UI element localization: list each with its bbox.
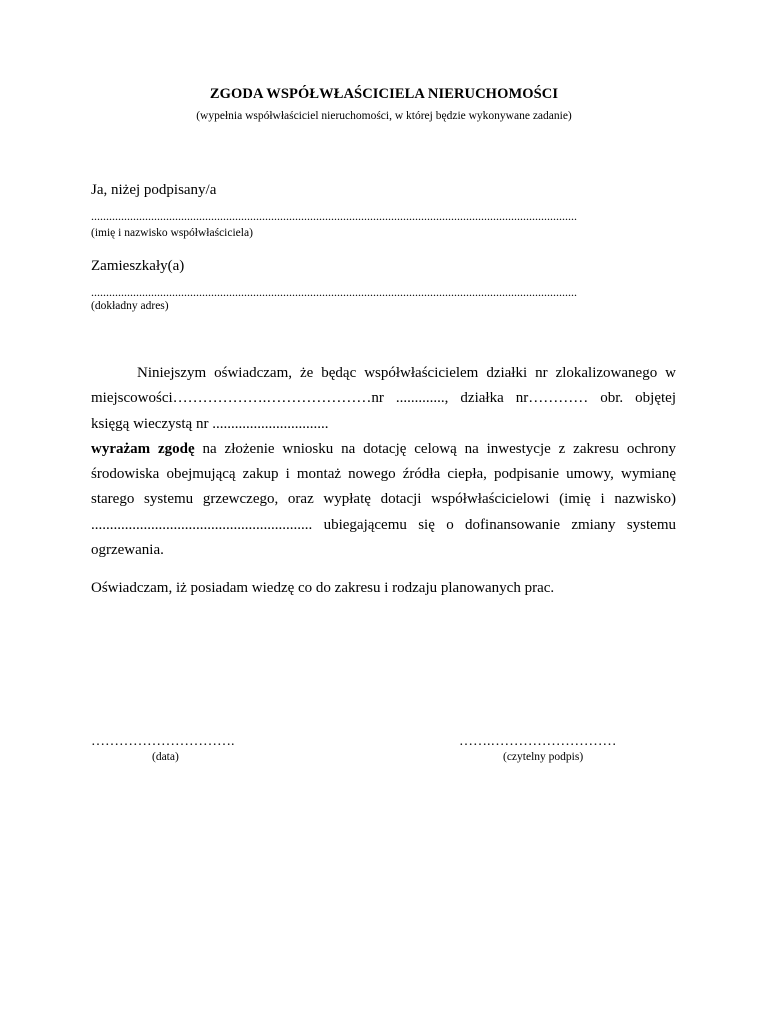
signature-dotted-line: …….………………………: [459, 734, 617, 749]
name-caption: (imię i nazwisko współwłaściciela): [91, 227, 253, 239]
document-subtitle: (wypełnia współwłaściciel nieruchomości, w której będzie wykonywane zadanie): [196, 110, 572, 122]
declaration-intro: Niniejszym oświadczam, że będąc współwłaścicielem działki nr zlokalizowanego w miejscowości……………….…………………nr ............., działka nr………… obr. objętej księgą wieczystą nr ...............................: [91, 365, 676, 432]
address-caption: (dokładny adres): [91, 300, 169, 312]
declaration-paragraph: [91, 361, 676, 563]
signature-caption: (czytelny podpis): [503, 751, 584, 763]
date-dotted-line: ………………………….: [91, 734, 235, 749]
document-title: ZGODA WSPÓŁWŁAŚCICIELA NIERUCHOMOŚCI: [209, 86, 559, 102]
address-label: Zamieszkały(a): [91, 258, 185, 274]
name-dotted-line: ..................................................................................................................................................................: [91, 209, 577, 223]
declaration-consent: [91, 437, 676, 563]
consent-bold-text: wyrażam zgodę: [91, 440, 195, 457]
consent-rest-text: na złożenie wniosku na dotację celową na inwestycje z zakresu ochrony środowiska obejmującą zakup i montaż nowego źródła ciepła, podpisanie umowy, wymianę starego systemu grzewczego, oraz wypłatę dotacji współwłaścicielowi (imię i nazwisko) ........................................................... ubiegającemu się o dofinansowanie zmiany systemu ogrzewania.: [91, 440, 676, 559]
address-dotted-line: ..................................................................................................................................................................: [91, 285, 577, 299]
date-caption: (data): [152, 751, 179, 763]
knowledge-statement: Oświadczam, iż posiadam wiedzę co do zakresu i rodzaju planowanych prac.: [91, 580, 555, 596]
signer-label: Ja, niżej podpisany/a: [91, 182, 217, 198]
